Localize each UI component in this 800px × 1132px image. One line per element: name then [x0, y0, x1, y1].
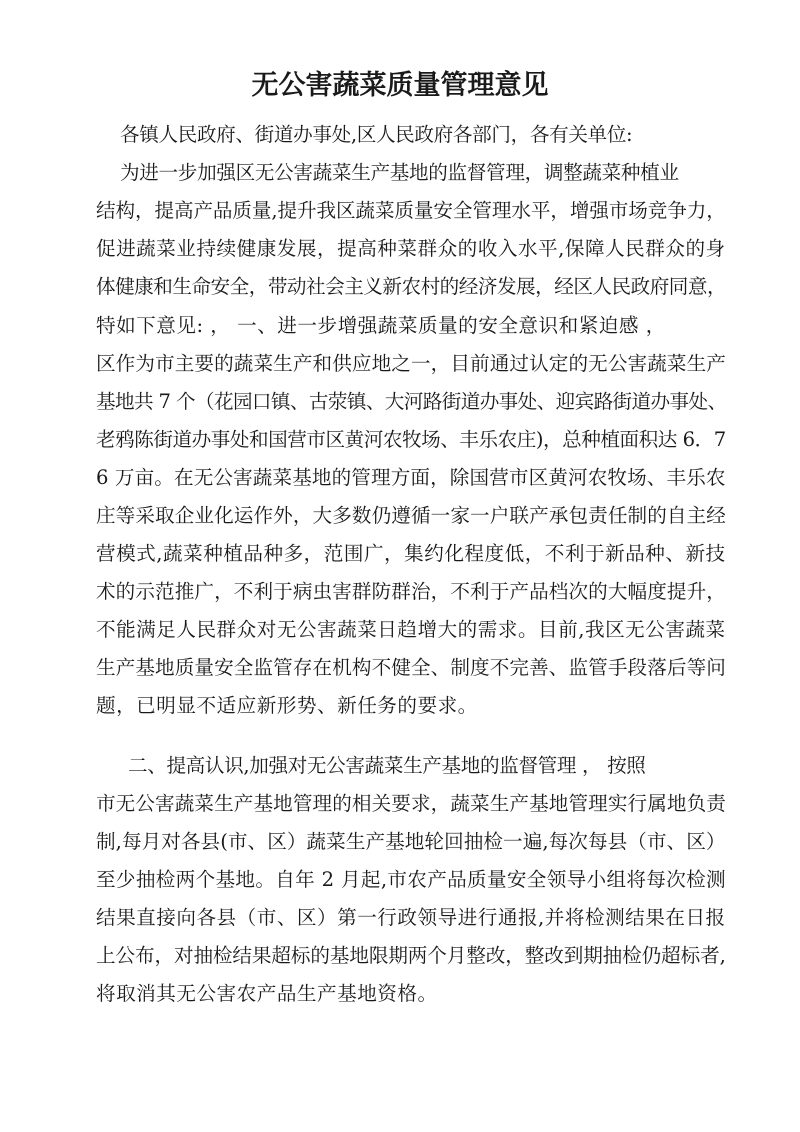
paragraph-line: 至少抽检两个基地。自年 2 月起,市农产品质量安全领导小组将每次检测: [96, 868, 726, 891]
paragraph-line: 庄等采取企业化运作外，大多数仍遵循一家一户联产承包责任制的自主经: [96, 504, 726, 527]
paragraph-line: 结构，提高产品质量,提升我区蔬菜质量安全管理水平，增强市场竞争力，: [96, 199, 726, 222]
document-title: 无公害蔬菜质量管理意见: [251, 70, 549, 101]
paragraph-line: 6 万亩。在无公害蔬菜基地的管理方面，除国营市区黄河农牧场、丰乐农: [96, 466, 726, 489]
paragraph-line: 特如下意见: ， 一、进一步增强蔬菜质量的安全意识和紧迫感 ，: [96, 314, 666, 337]
salutation-line: 各镇人民政府、街道办事处,区人民政府各部门，各有关单位:: [120, 123, 633, 146]
paragraph-line: 营模式,蔬菜种植品种多，范围广，集约化程度低，不利于新品种、新技: [96, 542, 726, 565]
paragraph-line: 老鸦陈街道办事处和国营市区黄河农牧场、丰乐农庄)，总种植面积达 6．7: [96, 428, 726, 451]
paragraph-line: 区作为市主要的蔬菜生产和供应地之一，目前通过认定的无公害蔬菜生产: [96, 352, 726, 375]
paragraph-line: 市无公害蔬菜生产基地管理的相关要求，蔬菜生产基地管理实行属地负责: [96, 792, 726, 815]
paragraph-line: 不能满足人民群众对无公害蔬菜日趋增大的需求。目前,我区无公害蔬菜: [96, 618, 726, 641]
paragraph-line: 上公布，对抽检结果超标的基地限期两个月整改，整改到期抽检仍超标者,: [96, 944, 726, 967]
paragraph-line: 为进一步加强区无公害蔬菜生产基地的监督管理，调整蔬菜种植业: [120, 161, 679, 184]
paragraph-line: 促进蔬菜业持续健康发展，提高种菜群众的收入水平,保障人民群众的身: [96, 237, 726, 260]
paragraph-line: 体健康和生命安全，带动社会主义新农村的经济发展，经区人民政府同意，: [96, 275, 727, 298]
section-heading-line: 二、提高认识,加强对无公害蔬菜生产基地的监督管理 ， 按照: [128, 754, 646, 777]
paragraph-line: 结果直接向各县（市、区）第一行政领导进行通报,并将检测结果在日报: [96, 906, 726, 929]
paragraph-line: 将取消其无公害农产品生产基地资格。: [96, 982, 438, 1005]
paragraph-line: 生产基地质量安全监管存在机构不健全、制度不完善、监管手段落后等问: [96, 656, 726, 679]
paragraph-line: 术的示范推广，不利于病虫害群防群治，不利于产品档次的大幅度提升，: [96, 580, 726, 603]
paragraph-line: 制,每月对各县(市、区）蔬菜生产基地轮回抽检一遍,每次每县（市、区）: [96, 830, 726, 853]
paragraph-line: 基地共 7 个（花园口镇、古荥镇、大河路街道办事处、迎宾路街道办事处、: [96, 390, 727, 413]
paragraph-line: 题，已明显不适应新形势、新任务的要求。: [96, 694, 478, 717]
